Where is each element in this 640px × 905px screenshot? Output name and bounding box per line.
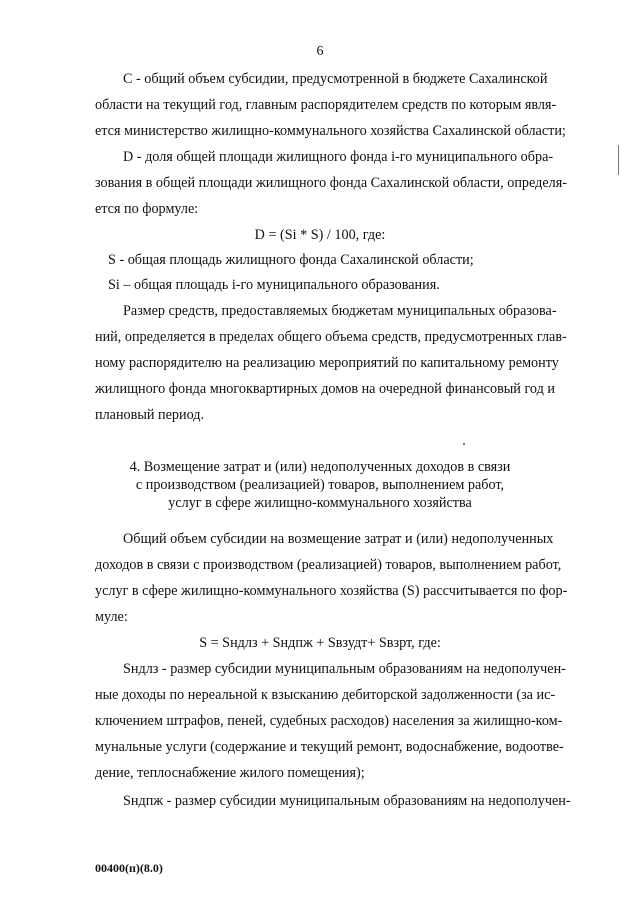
text-line: ные доходы по нереальной к взысканию дебиторской задолженности (за ис- [95,687,556,703]
section-heading: с производством (реализацией) товаров, выполнением работ, [135,477,505,493]
text-line: ется по формуле: [95,201,199,217]
text-line: жилищного фонда многоквартирных домов на очередной финансовый год и [95,381,555,397]
definition-si: Si – общая площадь i-го муниципального образования. [108,277,440,293]
text-line: зования в общей площади жилищного фонда Сахалинской области, определя- [95,175,567,191]
text-line: Размер средств, предоставляемых бюджетам муниципальных образова- [123,303,557,319]
text-line: Общий объем субсидии на возмещение затрат и (или) недополученных [123,531,554,547]
section-heading: услуг в сфере жилищно-коммунального хозяйства [168,495,472,511]
text-line: ний, определяется в пределах общего объема средств, предусмотренных глав- [95,329,567,345]
text-line: ному распорядителю на реализацию мероприятий по капитальному ремонту [95,355,559,371]
text-line: D - доля общей площади жилищного фонда i-го муниципального обра- [123,149,554,165]
text-line: Sндпж - размер субсидии муниципальным образованиям на недополучен- [123,793,571,809]
text-line: услуг в сфере жилищно-коммунального хозяйства (S) рассчитывается по фор- [95,583,568,599]
text-line: С - общий объем субсидии, предусмотренной в бюджете Сахалинской [123,71,548,87]
scan-mark [463,443,465,445]
text-line: области на текущий год, главным распорядителем средств по которым явля- [95,97,557,113]
section-heading: 4. Возмещение затрат и (или) недополученных доходов в связи [129,459,511,475]
text-line: Sндлз - размер субсидии муниципальным образованиям на недополучен- [123,661,566,677]
text-line: мунальные услуги (содержание и текущий ремонт, водоснабжение, водоотве- [95,739,564,755]
text-line: дение, теплоснабжение жилого помещения); [95,765,365,781]
text-line: ется министерство жилищно-коммунального хозяйства Сахалинской области; [95,123,566,139]
formula-s: S = Sндлз + Sндпж + Sвзудт+ Sвзрт, где: [199,635,441,651]
text-line: муле: [95,609,128,625]
text-line: ключением штрафов, пеней, судебных расходов) населения за жилищно-ком- [95,713,563,729]
text-line: плановый период. [95,407,205,423]
footer-code: 00400(п)(8.0) [95,861,163,875]
text-line: доходов в связи с производством (реализацией) товаров, выполнением работ, [95,557,562,573]
page-number: 6 [316,44,324,59]
definition-s: S - общая площадь жилищного фонда Сахалинской области; [108,252,474,268]
scan-mark [618,145,619,175]
formula-d: D = (Si * S) / 100, где: [254,227,386,243]
